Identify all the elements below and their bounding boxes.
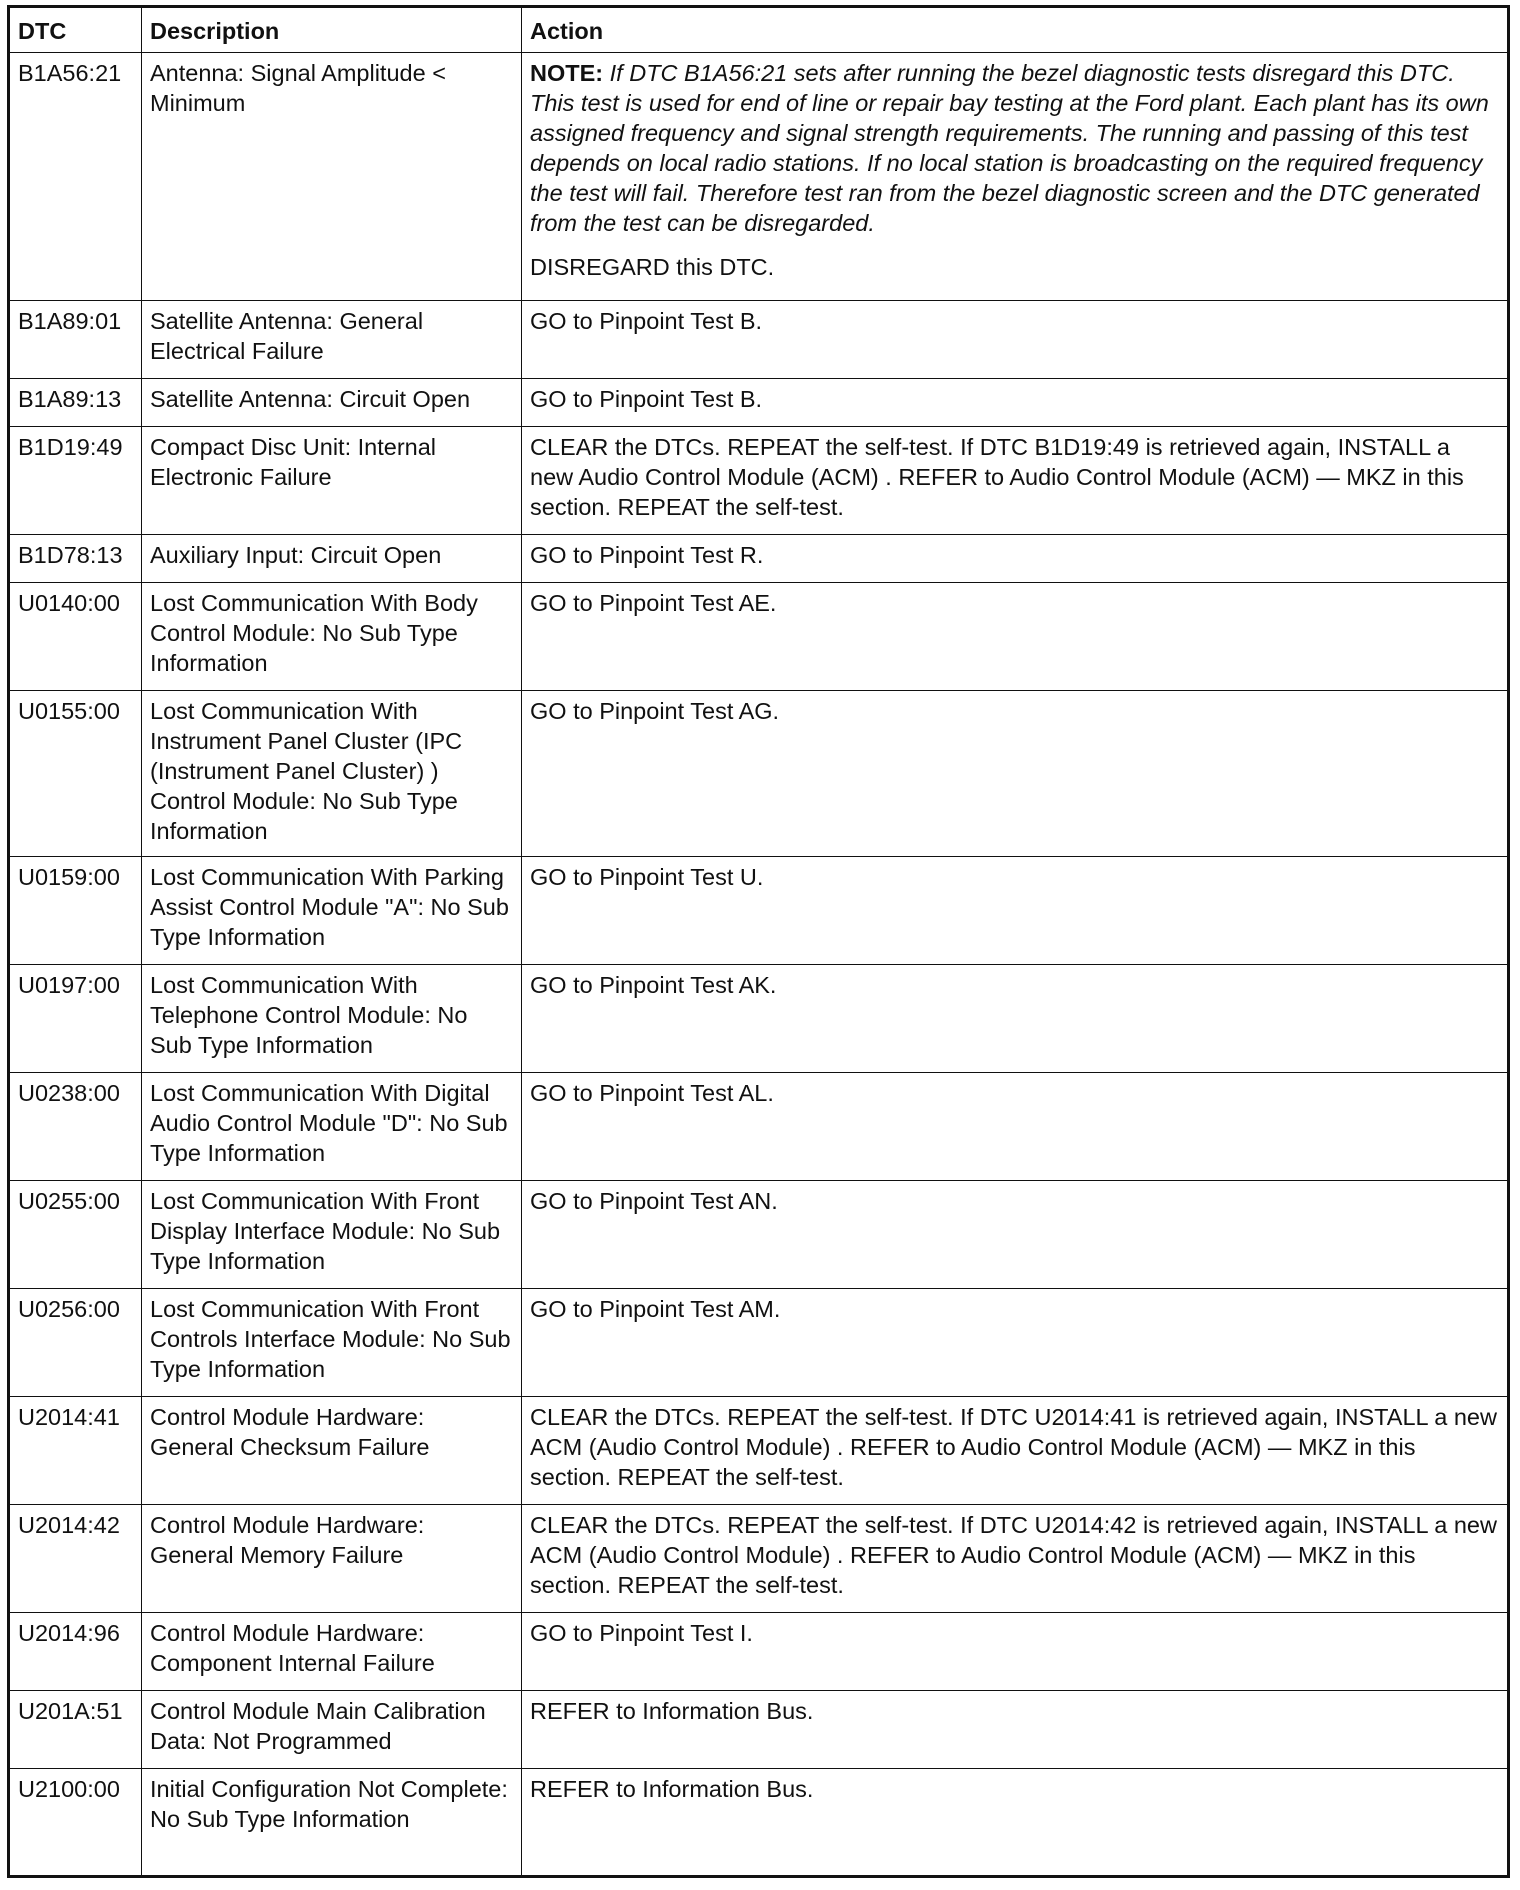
dtc-description: Lost Communication With Front Display Interface Module: No Sub Type Information xyxy=(142,1181,522,1289)
dtc-code: U2014:41 xyxy=(9,1397,142,1505)
dtc-action: REFER to Information Bus. xyxy=(522,1769,1509,1877)
dtc-description: Initial Configuration Not Complete: No Sub Type Information xyxy=(142,1769,522,1877)
dtc-description: Auxiliary Input: Circuit Open xyxy=(142,535,522,583)
dtc-action: GO to Pinpoint Test AE. xyxy=(522,583,1509,691)
dtc-action: GO to Pinpoint Test B. xyxy=(522,301,1509,379)
table-header-row xyxy=(9,7,1509,53)
table-row xyxy=(9,1073,1509,1181)
dtc-description: Lost Communication With Body Control Module: No Sub Type Information xyxy=(142,583,522,691)
table-row xyxy=(9,427,1509,535)
dtc-code: B1D19:49 xyxy=(9,427,142,535)
dtc-description: Compact Disc Unit: Internal Electronic Failure xyxy=(142,427,522,535)
dtc-description: Antenna: Signal Amplitude < Minimum xyxy=(142,53,522,301)
dtc-action: GO to Pinpoint Test R. xyxy=(522,535,1509,583)
dtc-action xyxy=(522,53,1509,301)
table-row xyxy=(9,965,1509,1073)
table-row xyxy=(9,1397,1509,1505)
dtc-code: B1A56:21 xyxy=(9,53,142,301)
table-row xyxy=(9,1613,1509,1691)
dtc-description: Lost Communication With Instrument Panel Cluster (IPC (Instrument Panel Cluster) ) Control Module: No Sub Type Information xyxy=(142,691,522,857)
note-text: If DTC B1A56:21 sets after running the bezel diagnostic tests disregard this DTC. This test is used for end of line or repair bay testing at the Ford plant. Each plant has its own assigned frequency and signal strength requirements. The running and passing of this test depends on local radio stations. If no local station is broadcasting on the required frequency the test will fail. Therefore test ran from the bezel diagnostic screen and the DTC generated from the test can be disregarded. xyxy=(530,60,1489,236)
header-dtc: DTC xyxy=(9,7,142,53)
table-row xyxy=(9,691,1509,857)
table-row xyxy=(9,1181,1509,1289)
dtc-action: CLEAR the DTCs. REPEAT the self-test. If DTC U2014:42 is retrieved again, INSTALL a new ACM (Audio Control Module) . REFER to Audio Control Module (ACM) — MKZ in this section. REPEAT the self-test. xyxy=(522,1505,1509,1613)
table-row xyxy=(9,583,1509,691)
dtc-table xyxy=(7,5,1510,1878)
dtc-action: GO to Pinpoint Test AN. xyxy=(522,1181,1509,1289)
dtc-action: GO to Pinpoint Test AM. xyxy=(522,1289,1509,1397)
table-row xyxy=(9,53,1509,301)
table-row xyxy=(9,1289,1509,1397)
dtc-action: GO to Pinpoint Test AK. xyxy=(522,965,1509,1073)
dtc-code: U0197:00 xyxy=(9,965,142,1073)
note-label: NOTE: xyxy=(530,60,604,86)
dtc-code: B1A89:01 xyxy=(9,301,142,379)
table-row xyxy=(9,535,1509,583)
dtc-code: U201A:51 xyxy=(9,1691,142,1769)
dtc-action: GO to Pinpoint Test AL. xyxy=(522,1073,1509,1181)
dtc-code: U0155:00 xyxy=(9,691,142,857)
dtc-description: Satellite Antenna: General Electrical Failure xyxy=(142,301,522,379)
header-description: Description xyxy=(142,7,522,53)
dtc-code: U0140:00 xyxy=(9,583,142,691)
dtc-action: GO to Pinpoint Test B. xyxy=(522,379,1509,427)
dtc-description: Control Module Hardware: Component Internal Failure xyxy=(142,1613,522,1691)
dtc-code: U2014:96 xyxy=(9,1613,142,1691)
dtc-description: Control Module Hardware: General Checksum Failure xyxy=(142,1397,522,1505)
dtc-code: B1A89:13 xyxy=(9,379,142,427)
note-paragraph xyxy=(530,58,1499,238)
dtc-code: U2100:00 xyxy=(9,1769,142,1877)
dtc-action: CLEAR the DTCs. REPEAT the self-test. If DTC U2014:41 is retrieved again, INSTALL a new ACM (Audio Control Module) . REFER to Audio Control Module (ACM) — MKZ in this section. REPEAT the self-test. xyxy=(522,1397,1509,1505)
table-row xyxy=(9,857,1509,965)
table-row xyxy=(9,1691,1509,1769)
dtc-code: U2014:42 xyxy=(9,1505,142,1613)
dtc-description: Lost Communication With Parking Assist Control Module "A": No Sub Type Information xyxy=(142,857,522,965)
dtc-code: U0255:00 xyxy=(9,1181,142,1289)
dtc-action: GO to Pinpoint Test AG. xyxy=(522,691,1509,857)
table-row xyxy=(9,1769,1509,1877)
dtc-description: Lost Communication With Digital Audio Control Module "D": No Sub Type Information xyxy=(142,1073,522,1181)
dtc-description: Satellite Antenna: Circuit Open xyxy=(142,379,522,427)
table-row xyxy=(9,1505,1509,1613)
header-action: Action xyxy=(522,7,1509,53)
dtc-action: REFER to Information Bus. xyxy=(522,1691,1509,1769)
dtc-action: GO to Pinpoint Test I. xyxy=(522,1613,1509,1691)
dtc-action: CLEAR the DTCs. REPEAT the self-test. If DTC B1D19:49 is retrieved again, INSTALL a new Audio Control Module (ACM) . REFER to Audio Control Module (ACM) — MKZ in this section. REPEAT the self-test. xyxy=(522,427,1509,535)
table-row xyxy=(9,301,1509,379)
dtc-description: Lost Communication With Front Controls Interface Module: No Sub Type Information xyxy=(142,1289,522,1397)
dtc-code: U0256:00 xyxy=(9,1289,142,1397)
dtc-code: U0238:00 xyxy=(9,1073,142,1181)
dtc-description: Control Module Main Calibration Data: Not Programmed xyxy=(142,1691,522,1769)
table-row xyxy=(9,379,1509,427)
dtc-code: U0159:00 xyxy=(9,857,142,965)
dtc-description: Lost Communication With Telephone Control Module: No Sub Type Information xyxy=(142,965,522,1073)
action-text: DISREGARD this DTC. xyxy=(530,254,775,280)
dtc-description: Control Module Hardware: General Memory Failure xyxy=(142,1505,522,1613)
dtc-code: B1D78:13 xyxy=(9,535,142,583)
dtc-action: GO to Pinpoint Test U. xyxy=(522,857,1509,965)
